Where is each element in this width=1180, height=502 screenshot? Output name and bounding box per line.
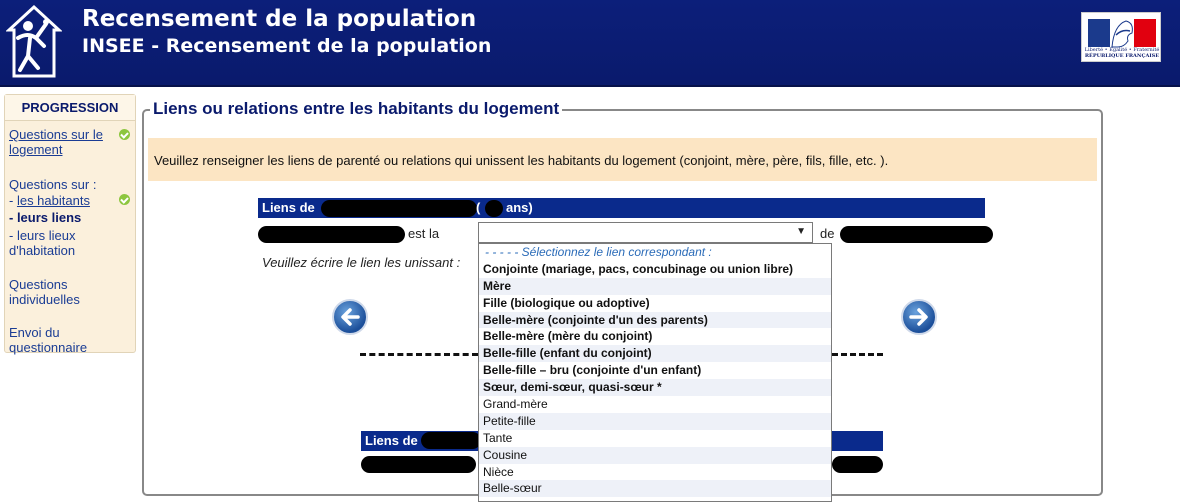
redacted-person-a [258, 226, 405, 243]
habitants-link[interactable]: les habitants [16, 193, 90, 208]
republique-francaise-logo [1081, 12, 1161, 62]
instructions-box [148, 138, 1097, 181]
page-header [0, 0, 1180, 87]
dropdown-option[interactable]: Nièce [483, 464, 514, 479]
dropdown-option[interactable]: Belle-sœur [479, 480, 831, 497]
dropdown-option[interactable]: Grand-mère [483, 397, 548, 412]
logement-done-check-icon [119, 129, 130, 140]
de-label: de [820, 226, 835, 241]
arrow-left-icon [340, 307, 360, 327]
separator-right [832, 353, 883, 356]
dash-label: - [9, 193, 17, 208]
dropdown-placeholder-option[interactable]: - - - - - Sélectionnez le lien correspondant : [485, 245, 712, 259]
dropdown-option[interactable]: Mère [479, 278, 831, 295]
rf-logo-text: Liberté • Égalité • Fraternité RÉPUBLIQUE FRANÇAISE [1084, 47, 1160, 59]
dropdown-option[interactable]: Belle-fille (enfant du conjoint) [479, 345, 831, 362]
ans-close: ans) [506, 200, 533, 215]
sidebar-item-lieux: - leurs lieux d'habitation [9, 228, 76, 258]
redacted-name [321, 200, 477, 217]
logement-link[interactable]: Questions sur le logement [9, 127, 103, 157]
sidebar-item-logement[interactable] [9, 127, 113, 157]
dropdown-option[interactable]: Belle-fille – bru (conjointe d'un enfant) [483, 363, 702, 378]
relation-dropdown-list[interactable] [478, 243, 832, 502]
sidebar-item-habitants[interactable] [9, 193, 90, 208]
app-subtitle: INSEE - Recensement de la population [82, 35, 492, 57]
dropdown-option[interactable]: Belle-mère (mère du conjoint) [483, 329, 653, 344]
ecrire-lien-label: Veuillez écrire le lien les unissant : [262, 255, 461, 270]
dropdown-option[interactable]: Fille (biologique ou adoptive) [483, 295, 650, 310]
dropdown-option[interactable]: Tante [483, 430, 513, 445]
house-logo-icon [6, 4, 62, 80]
questions-sur-label: Questions sur : [9, 177, 97, 192]
sidebar-item-individuelles: Questions individuelles [9, 277, 80, 307]
progression-sidebar [4, 94, 136, 353]
chevron-down-icon: ▼ [796, 226, 806, 237]
app-title: Recensement de la population [82, 6, 477, 32]
sidebar-item-envoi: Envoi du questionnaire [9, 325, 88, 355]
dropdown-option[interactable]: Cousine [479, 447, 831, 464]
liens-de-label: Liens de [262, 200, 315, 215]
redacted-person-c [361, 456, 476, 473]
previous-button[interactable] [332, 299, 368, 335]
dropdown-option[interactable]: Petite-fille [479, 413, 831, 430]
sidebar-item-liens-current: - leurs liens [9, 210, 82, 225]
liens-de-label-2: Liens de [365, 433, 418, 448]
separator-left [360, 353, 478, 356]
redacted-name-2 [421, 432, 481, 449]
redacted-person-b [840, 226, 993, 243]
arrow-right-icon [909, 307, 929, 327]
habitants-done-check-icon [119, 194, 130, 205]
redacted-age [485, 200, 503, 217]
next-button[interactable] [901, 299, 937, 335]
redacted-person-d [832, 456, 883, 473]
instructions-text: Veuillez renseigner les liens de parenté ou relations qui unissent les habitants du logement (conjoint, mère, père, fils, fille, etc. ). [154, 153, 889, 168]
progression-title: PROGRESSION [5, 95, 135, 121]
ans-open: ( [476, 200, 481, 215]
dropdown-option[interactable]: Sœur, demi-sœur, quasi-sœur * [479, 379, 831, 396]
dropdown-option[interactable]: Belle-mère (conjointe d'un des parents) [479, 312, 831, 329]
section-title: Liens ou relations entre les habitants du logement [150, 99, 562, 119]
est-la-label: est la [408, 226, 440, 241]
dropdown-option[interactable]: Conjointe (mariage, pacs, concubinage ou union libre) [483, 261, 794, 276]
relation-select[interactable] [478, 222, 813, 243]
